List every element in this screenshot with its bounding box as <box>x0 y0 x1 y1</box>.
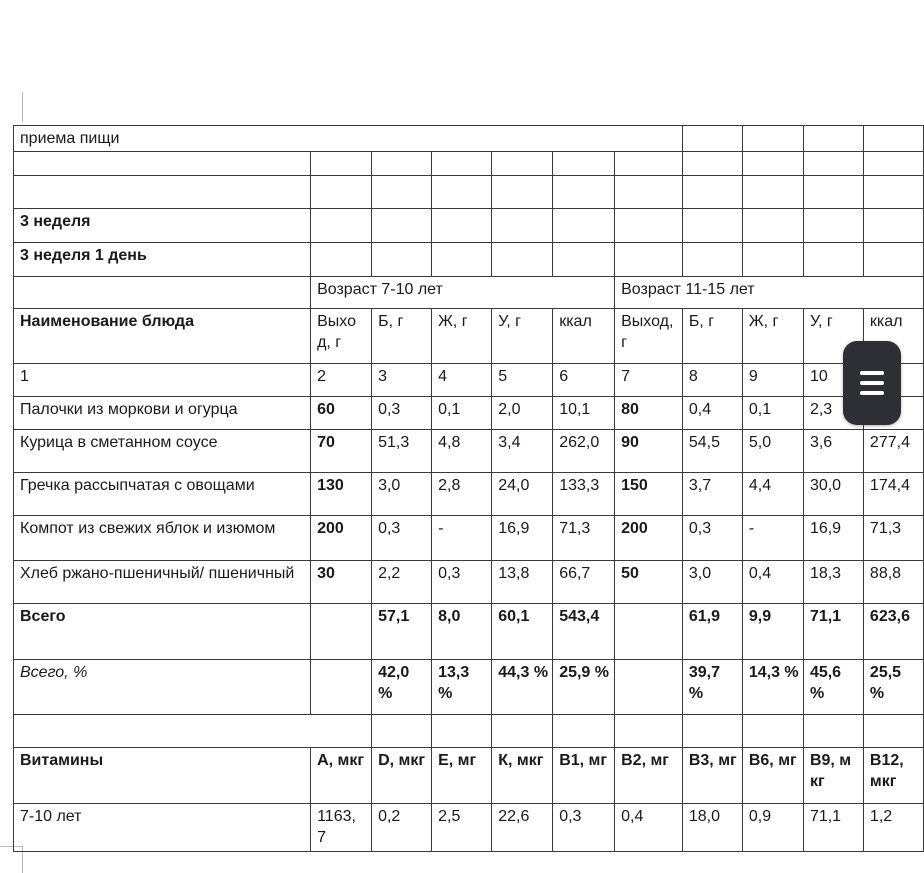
cell: 39,7 % <box>682 660 742 715</box>
column-header: Выход, г <box>311 309 372 364</box>
cell: 2,0 <box>492 397 553 430</box>
cell: 71,3 <box>863 516 923 561</box>
dish-name: Палочки из моркови и огурца <box>14 397 311 430</box>
cell: 3,7 <box>682 473 742 516</box>
cell: 4,4 <box>742 473 803 516</box>
cell: 44,3 % <box>492 660 553 715</box>
cell: 0,2 <box>372 804 432 852</box>
column-header: ккал <box>553 309 615 364</box>
cell: 4,8 <box>432 430 492 473</box>
cell: 71,1 <box>803 604 863 660</box>
total-percent-label: Всего, % <box>14 660 311 715</box>
cell: К, мкг <box>492 748 553 804</box>
cell: 22,6 <box>492 804 553 852</box>
cell: 9,9 <box>742 604 803 660</box>
cell: 25,5 % <box>863 660 923 715</box>
week-label: 3 неделя <box>14 209 311 243</box>
cell: 277,4 <box>863 430 923 473</box>
table-row <box>14 152 924 176</box>
total-row <box>14 604 924 660</box>
column-number: 9 <box>742 364 803 397</box>
cell: 3,6 <box>803 430 863 473</box>
cell: 18,3 <box>803 561 863 604</box>
cell: 0,4 <box>742 561 803 604</box>
cell <box>311 660 372 715</box>
week-day-label: 3 неделя 1 день <box>14 243 311 277</box>
vitamins-row <box>14 804 924 852</box>
cell: 2,2 <box>372 561 432 604</box>
table-row <box>14 126 924 152</box>
meal-time-header: приема пищи <box>14 126 683 152</box>
column-header: ккал <box>863 309 923 364</box>
page-corner-mark <box>22 92 23 122</box>
column-number: 3 <box>372 364 432 397</box>
column-header: Ж, г <box>432 309 492 364</box>
table-row <box>14 277 924 309</box>
cell: 88,8 <box>863 561 923 604</box>
cell: Е, мг <box>432 748 492 804</box>
column-header: Выход, г <box>615 309 683 364</box>
column-number: 2 <box>311 364 372 397</box>
column-header: У, г <box>492 309 553 364</box>
cell: 200 <box>311 516 372 561</box>
cell: 51,3 <box>372 430 432 473</box>
cell: 60 <box>311 397 372 430</box>
cell: В3, мг <box>682 748 742 804</box>
cell: 0,1 <box>742 397 803 430</box>
cell: 5,0 <box>742 430 803 473</box>
dish-row <box>14 397 924 430</box>
cell: 0,3 <box>553 804 615 852</box>
total-label: Всего <box>14 604 311 660</box>
dish-row <box>14 430 924 473</box>
dish-name: Компот из свежих яблок и изюмом <box>14 516 311 561</box>
cell: 16,9 <box>803 516 863 561</box>
column-number: 10 <box>803 364 863 397</box>
cell: 0,3 <box>372 516 432 561</box>
cell: 71,1 <box>803 804 863 852</box>
cell: В6, мг <box>742 748 803 804</box>
table-row <box>14 209 924 243</box>
cell: В1, мг <box>553 748 615 804</box>
cell: - <box>432 516 492 561</box>
dish-name: Хлеб ржано-пшеничный/ пшеничный <box>14 561 311 604</box>
cell: 8,0 <box>432 604 492 660</box>
cell: 0,4 <box>682 397 742 430</box>
vitamins-label: Витамины <box>14 748 311 804</box>
cell: 3,4 <box>492 430 553 473</box>
dish-name: Курица в сметанном соусе <box>14 430 311 473</box>
cell: 1,2 <box>863 804 923 852</box>
cell: 61,9 <box>682 604 742 660</box>
nutrition-table <box>13 125 924 852</box>
cell: 54,5 <box>682 430 742 473</box>
cell: 200 <box>615 516 683 561</box>
cell: 174,4 <box>863 473 923 516</box>
cell: 0,3 <box>682 516 742 561</box>
total-percent-row <box>14 660 924 715</box>
cell: - <box>742 516 803 561</box>
cell: 25,9 % <box>553 660 615 715</box>
cell: А, мкг <box>311 748 372 804</box>
cell: 66,7 <box>553 561 615 604</box>
cell: 2,5 <box>432 804 492 852</box>
cell: 13,8 <box>492 561 553 604</box>
column-header: Наименование блюда <box>14 309 311 364</box>
dish-name: Гречка рассыпчатая с овощами <box>14 473 311 516</box>
cell: 57,1 <box>372 604 432 660</box>
cell <box>311 604 372 660</box>
dish-row <box>14 473 924 516</box>
cell: 0,9 <box>742 804 803 852</box>
cell: 543,4 <box>553 604 615 660</box>
cell: 14,3 % <box>742 660 803 715</box>
column-header: Б, г <box>372 309 432 364</box>
cell: 24,0 <box>492 473 553 516</box>
cell: 0,1 <box>432 397 492 430</box>
cell: 1163, 7 <box>311 804 372 852</box>
cell: 3,0 <box>682 561 742 604</box>
cell: 42,0 % <box>372 660 432 715</box>
cell: 90 <box>615 430 683 473</box>
column-number: 4 <box>432 364 492 397</box>
cell: 71,3 <box>553 516 615 561</box>
column-number: 6 <box>553 364 615 397</box>
menu-icon <box>860 371 884 375</box>
column-header: У, г <box>803 309 863 364</box>
cell: 133,3 <box>553 473 615 516</box>
table-row <box>14 243 924 277</box>
column-number: 8 <box>682 364 742 397</box>
dish-row <box>14 561 924 604</box>
age-group-header: Возраст 7-10 лет <box>311 277 615 309</box>
cell: 30,0 <box>803 473 863 516</box>
cell <box>615 660 683 715</box>
age-group-header: Возраст 11-15 лет <box>615 277 924 309</box>
cell: 45,6 % <box>803 660 863 715</box>
column-number: 1 <box>14 364 311 397</box>
cell: 13,3 % <box>432 660 492 715</box>
cell: 18,0 <box>682 804 742 852</box>
cell: 150 <box>615 473 683 516</box>
cell: 2,3 <box>803 397 863 430</box>
cell: 50 <box>615 561 683 604</box>
floating-menu-button[interactable] <box>843 341 901 425</box>
cell <box>615 604 683 660</box>
cell: 10,1 <box>553 397 615 430</box>
cell: 2,8 <box>432 473 492 516</box>
cell: D, мкг <box>372 748 432 804</box>
cell: 262,0 <box>553 430 615 473</box>
table-row <box>14 715 924 748</box>
cell: 60,1 <box>492 604 553 660</box>
cell: 80 <box>615 397 683 430</box>
cell: 70 <box>311 430 372 473</box>
cell: 0,4 <box>615 804 683 852</box>
column-header: Ж, г <box>742 309 803 364</box>
dish-row <box>14 516 924 561</box>
cell: 0,3 <box>432 561 492 604</box>
cell: 16,9 <box>492 516 553 561</box>
column-number: 5 <box>492 364 553 397</box>
table-header-row <box>14 309 924 364</box>
cell: 3,0 <box>372 473 432 516</box>
cell: 130 <box>311 473 372 516</box>
age-label: 7-10 лет <box>14 804 311 852</box>
cell: 623,6 <box>863 604 923 660</box>
cell: В9, мкг <box>803 748 863 804</box>
cell: В12, мкг <box>863 748 923 804</box>
column-number-row <box>14 364 924 397</box>
column-number: 7 <box>615 364 683 397</box>
cell: В2, мг <box>615 748 683 804</box>
column-header: Б, г <box>682 309 742 364</box>
cell: 30 <box>311 561 372 604</box>
vitamins-header-row <box>14 748 924 804</box>
table-row <box>14 176 924 209</box>
cell: 0,3 <box>372 397 432 430</box>
